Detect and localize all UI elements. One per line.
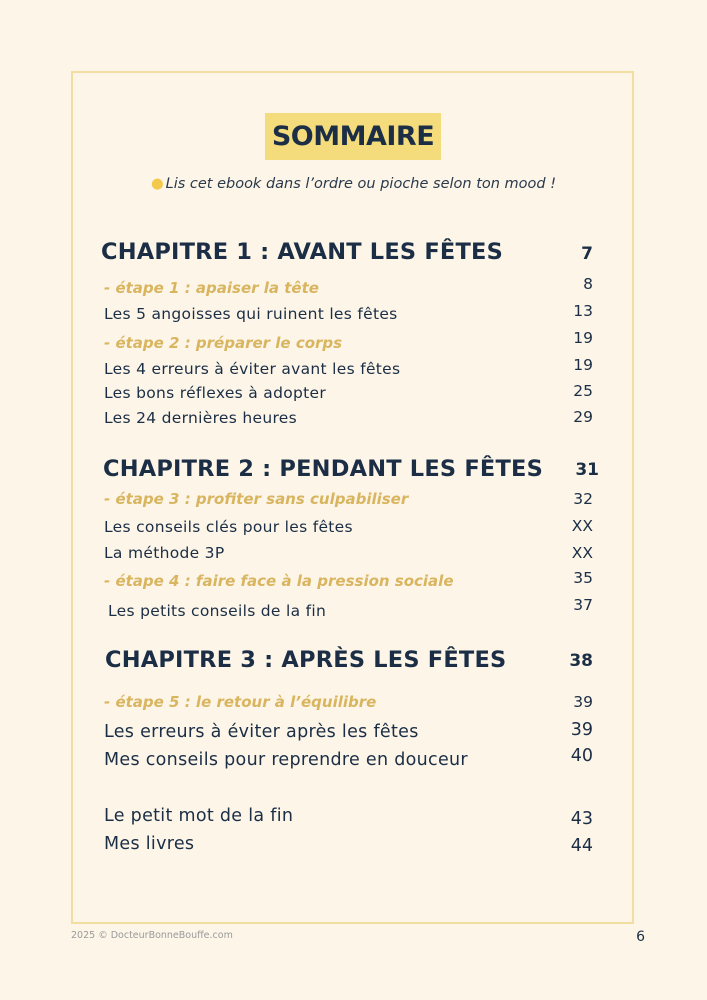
toc-page: 19 [573,329,593,347]
toc-page: 7 [581,244,593,264]
toc-page: 13 [573,302,593,320]
toc-page: 35 [573,569,593,587]
toc-page: 8 [583,275,593,293]
footer-copyright: 2025 © DocteurBonneBouffe.com [71,930,233,941]
toc-label: - étape 3 : profiter sans culpabiliser [104,490,409,508]
toc-label: - étape 4 : faire face à la pression sociale [104,572,454,590]
toc-label: - étape 5 : le retour à l’équilibre [104,693,377,711]
toc-page: 44 [570,836,593,856]
toc-label: CHAPITRE 1 : AVANT LES FÊTES [101,239,504,265]
toc-label: Les bons réflexes à adopter [104,384,327,402]
toc-label: - étape 2 : préparer le corps [104,334,343,352]
subtitle-text: Lis cet ebook dans l’ordre ou pioche selon ton mood ! [165,176,557,192]
toc-label: CHAPITRE 3 : APRÈS LES FÊTES [105,647,507,673]
toc-page: 19 [573,356,593,374]
toc-label: Mes conseils pour reprendre en douceur [104,750,468,770]
toc-page: 43 [570,809,593,829]
toc-label: - étape 1 : apaiser la tête [104,279,319,297]
toc-label: Les conseils clés pour les fêtes [104,518,353,536]
toc-label: Les erreurs à éviter après les fêtes [104,722,419,742]
toc-page: XX [571,517,593,535]
toc-page: 25 [573,382,593,400]
toc-label: Les 4 erreurs à éviter avant les fêtes [104,360,401,378]
toc-label: Les 24 dernières heures [104,409,297,427]
toc-page: 39 [573,693,593,711]
toc-label: CHAPITRE 2 : PENDANT LES FÊTES [103,456,544,482]
toc-label: Le petit mot de la fin [104,806,294,826]
subtitle [0,176,707,192]
toc-label: Les petits conseils de la fin [108,602,327,620]
toc-page: 37 [573,596,593,614]
toc-page: 38 [569,651,593,671]
toc-label: Les 5 angoisses qui ruinent les fêtes [104,305,398,323]
toc-page: 31 [575,460,599,480]
toc-page: 32 [573,490,593,508]
toc-label: La méthode 3P [104,544,225,562]
toc-page: 39 [570,720,593,740]
page-title: SOMMAIRE [265,113,441,160]
toc-label: Mes livres [104,834,195,854]
toc-page: XX [571,544,593,562]
toc-page: 40 [570,746,593,766]
footer-page-number: 6 [636,929,645,945]
lightbulb-icon: ● [150,176,164,192]
toc-page: 29 [573,408,593,426]
